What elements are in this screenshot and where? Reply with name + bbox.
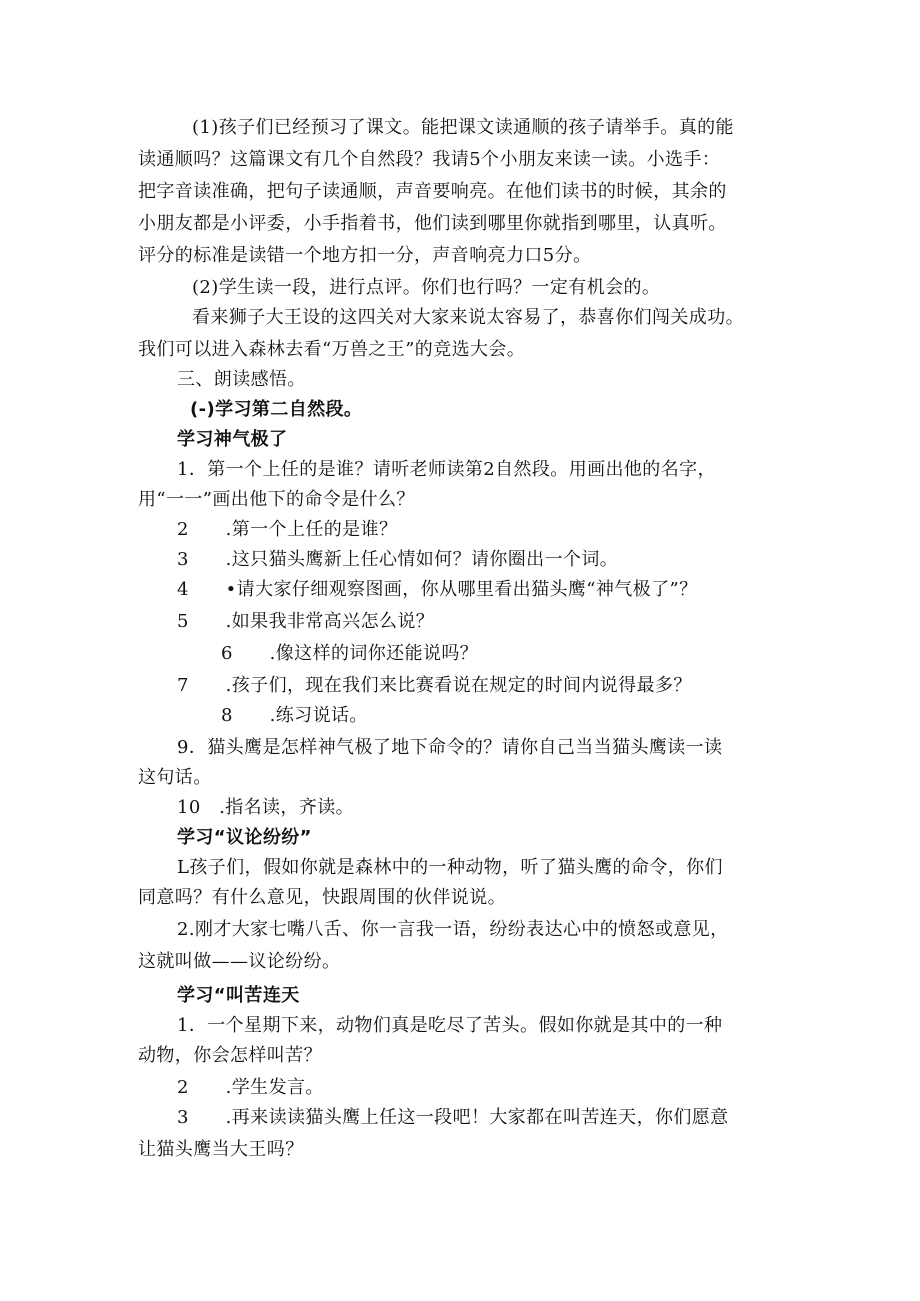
list-item: L孩子们，假如你就是森林中的一种动物，听了猫头鹰的命令，你们	[177, 857, 723, 878]
paragraph-line: 小朋友都是小评委，小手指着书，他们读到哪里你就指到哪里，认真听。	[138, 213, 727, 234]
list-item-continuation: 用“一一”画出他下的命令是什么？	[138, 489, 415, 510]
list-item-continuation: 这句话。	[138, 767, 212, 788]
list-item: 1．第一个上任的是谁？请听老师读第2自然段。用画出他的名字，	[177, 459, 716, 480]
list-item: 9．猫头鹰是怎样神气极了地下命令的？请你自己当当猫头鹰读一读	[177, 737, 723, 758]
list-item-continuation: 让猫头鹰当大王吗？	[138, 1139, 304, 1160]
list-item: 2 .学生发言。	[177, 1077, 324, 1098]
paragraph-line: 看来狮子大王设的这四关对大家来说太容易了，恭喜你们闯关成功。	[192, 307, 744, 328]
list-item: 5 .如果我非常高兴怎么说？	[177, 611, 435, 632]
paragraph-line: 我们可以进入森林去看“万兽之王”的竞选大会。	[138, 339, 526, 360]
section-heading: 三、朗读感悟。	[177, 369, 306, 390]
list-item-continuation: 这就叫做——议论纷纷。	[138, 951, 341, 972]
paragraph-line: (1)孩子们已经预习了课文。能把课文读通顺的孩子请举手。真的能	[192, 117, 734, 138]
list-item: 10 .指名读，齐读。	[177, 797, 355, 818]
list-item: 2.刚才大家七嘴八舌、你一言我一语，纷纷表达心中的愤怒或意见，	[177, 919, 729, 940]
list-item: 7 .孩子们，现在我们来比赛看说在规定的时间内说得最多？	[177, 675, 692, 696]
paragraph-line: 把字音读准确，把句子读通顺，声音要响亮。在他们读书的时候，其余的	[138, 181, 727, 202]
subsection-heading: 学习神气极了	[177, 429, 288, 450]
paragraph-line: 读通顺吗？这篇课文有几个自然段？我请5个小朋友来读一读。小选手：	[138, 149, 721, 170]
list-item: 2 .第一个上任的是谁？	[177, 519, 398, 540]
list-item: 6 .像这样的词你还能说吗？	[221, 643, 479, 664]
subsection-heading: 学习“叫苦连天	[177, 985, 300, 1006]
list-item-continuation: 动物，你会怎样叫苦？	[138, 1045, 322, 1066]
list-item-continuation: 同意吗？有什么意见，快跟周围的伙伴说说。	[138, 887, 506, 908]
list-item: 1．一个星期下来，动物们真是吃尽了苦头。假如你就是其中的一种	[177, 1015, 723, 1036]
list-item: 4 •请大家仔细观察图画，你从哪里看出猫头鹰“神气极了”？	[177, 579, 698, 600]
subsection-heading: (-)学习第二自然段。	[190, 399, 363, 420]
list-item: 8 .练习说话。	[221, 705, 368, 726]
paragraph-line: 评分的标准是读错一个地方扣一分，声音响亮力口5分。	[138, 245, 592, 266]
paragraph-line: (2)学生读一段，进行点评。你们也行吗？一定有机会的。	[192, 277, 661, 298]
list-item: 3 .再来读读猫头鹰上任这一段吧！大家都在叫苦连天，你们愿意	[177, 1107, 729, 1128]
list-item: 3 .这只猫头鹰新上任心情如何？请你圈出一个词。	[177, 549, 619, 570]
subsection-heading: 学习“议论纷纷”	[177, 827, 312, 848]
